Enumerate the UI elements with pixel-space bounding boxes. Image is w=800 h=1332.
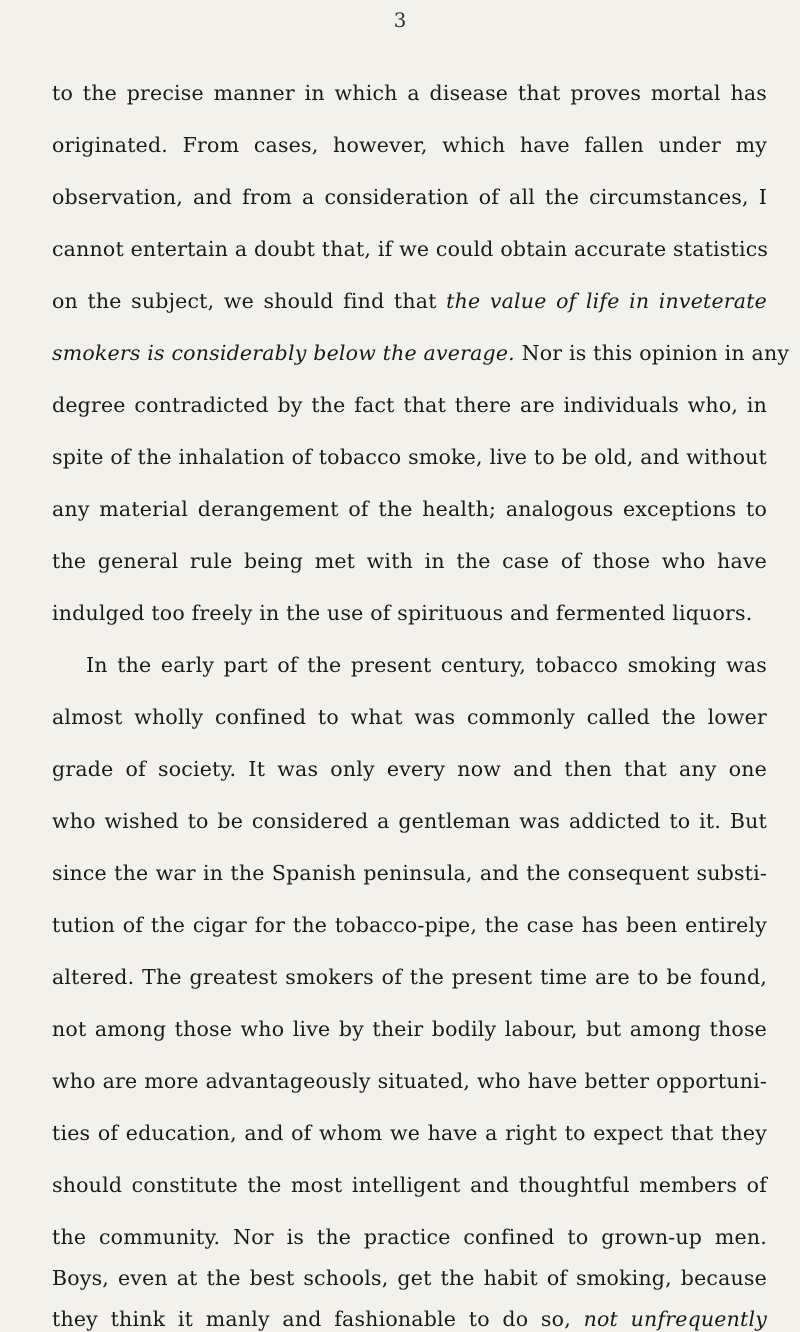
line-text: should constitute the most intelligent and thoughtful members of bbox=[52, 1173, 767, 1197]
line-text: who wished to be considered a gentleman was addicted to it. But bbox=[52, 809, 767, 833]
text-line bbox=[52, 1224, 767, 1250]
text-line bbox=[86, 652, 767, 678]
text-line bbox=[52, 444, 767, 470]
text-line bbox=[52, 236, 767, 262]
line-text: grade of society. It was only every now and then that any one bbox=[52, 757, 767, 781]
line-text: observation, and from a consideration of all the circumstances, I bbox=[52, 185, 767, 209]
text-line bbox=[52, 1016, 767, 1042]
text-line bbox=[52, 1306, 767, 1332]
text-line bbox=[52, 288, 767, 314]
text-line bbox=[52, 184, 767, 210]
emphasis-text: not unfrequently bbox=[583, 1307, 768, 1331]
line-text: to the precise manner in which a disease that proves mortal has bbox=[52, 81, 767, 105]
line-text: In the early part of the present century, tobacco smoking was bbox=[86, 653, 767, 677]
text-line bbox=[52, 132, 767, 158]
line-text: degree contradicted by the fact that there are individuals who, in bbox=[52, 393, 767, 417]
text-line bbox=[52, 1068, 767, 1094]
text-line bbox=[52, 912, 767, 938]
text-line bbox=[52, 392, 767, 418]
emphasis-text: smokers is considerably below the average. bbox=[52, 341, 515, 365]
line-text: spite of the inhalation of tobacco smoke, live to be old, and without bbox=[52, 445, 767, 469]
line-text: on the subject, we should find that bbox=[52, 289, 447, 313]
text-line bbox=[52, 860, 767, 886]
line-text: since the war in the Spanish peninsula, and the consequent substi- bbox=[52, 861, 767, 885]
text-line bbox=[52, 548, 767, 574]
text-line bbox=[52, 1265, 767, 1291]
text-line bbox=[52, 496, 767, 522]
line-text: indulged too freely in the use of spirituous and fermented liquors. bbox=[52, 601, 753, 625]
line-text: not among those who live by their bodily labour, but among those bbox=[52, 1017, 767, 1041]
page-number: 3 bbox=[393, 8, 407, 32]
line-text: Nor is this opinion in any bbox=[514, 341, 790, 365]
line-text: originated. From cases, however, which have fallen under my bbox=[52, 133, 767, 157]
line-text: almost wholly confined to what was commonly called the lower bbox=[52, 705, 767, 729]
text-line bbox=[52, 808, 767, 834]
text-line bbox=[52, 1120, 767, 1146]
line-text: ties of education, and of whom we have a right to expect that they bbox=[52, 1121, 767, 1145]
text-line bbox=[52, 80, 767, 106]
line-text: any material derangement of the health; analogous exceptions to bbox=[52, 497, 767, 521]
text-line bbox=[52, 1172, 767, 1198]
line-text: the community. Nor is the practice confined to grown-up men. bbox=[52, 1225, 767, 1249]
line-text: the general rule being met with in the case of those who have bbox=[52, 549, 767, 573]
text-line bbox=[52, 340, 790, 366]
line-text: tution of the cigar for the tobacco-pipe, the case has been entirely bbox=[52, 913, 767, 937]
text-line bbox=[52, 704, 767, 730]
text-line bbox=[52, 600, 767, 626]
emphasis-text: the value of life in inveterate bbox=[446, 289, 767, 313]
line-text: they think it manly and fashionable to do so, bbox=[52, 1307, 584, 1331]
text-line bbox=[52, 756, 767, 782]
line-text: cannot entertain a doubt that, if we could obtain accurate statistics bbox=[52, 237, 769, 261]
line-text: who are more advantageously situated, who have better opportuni- bbox=[52, 1069, 767, 1093]
text-line bbox=[52, 964, 767, 990]
line-text: altered. The greatest smokers of the present time are to be found, bbox=[52, 965, 767, 989]
line-text: Boys, even at the best schools, get the habit of smoking, because bbox=[52, 1266, 767, 1290]
